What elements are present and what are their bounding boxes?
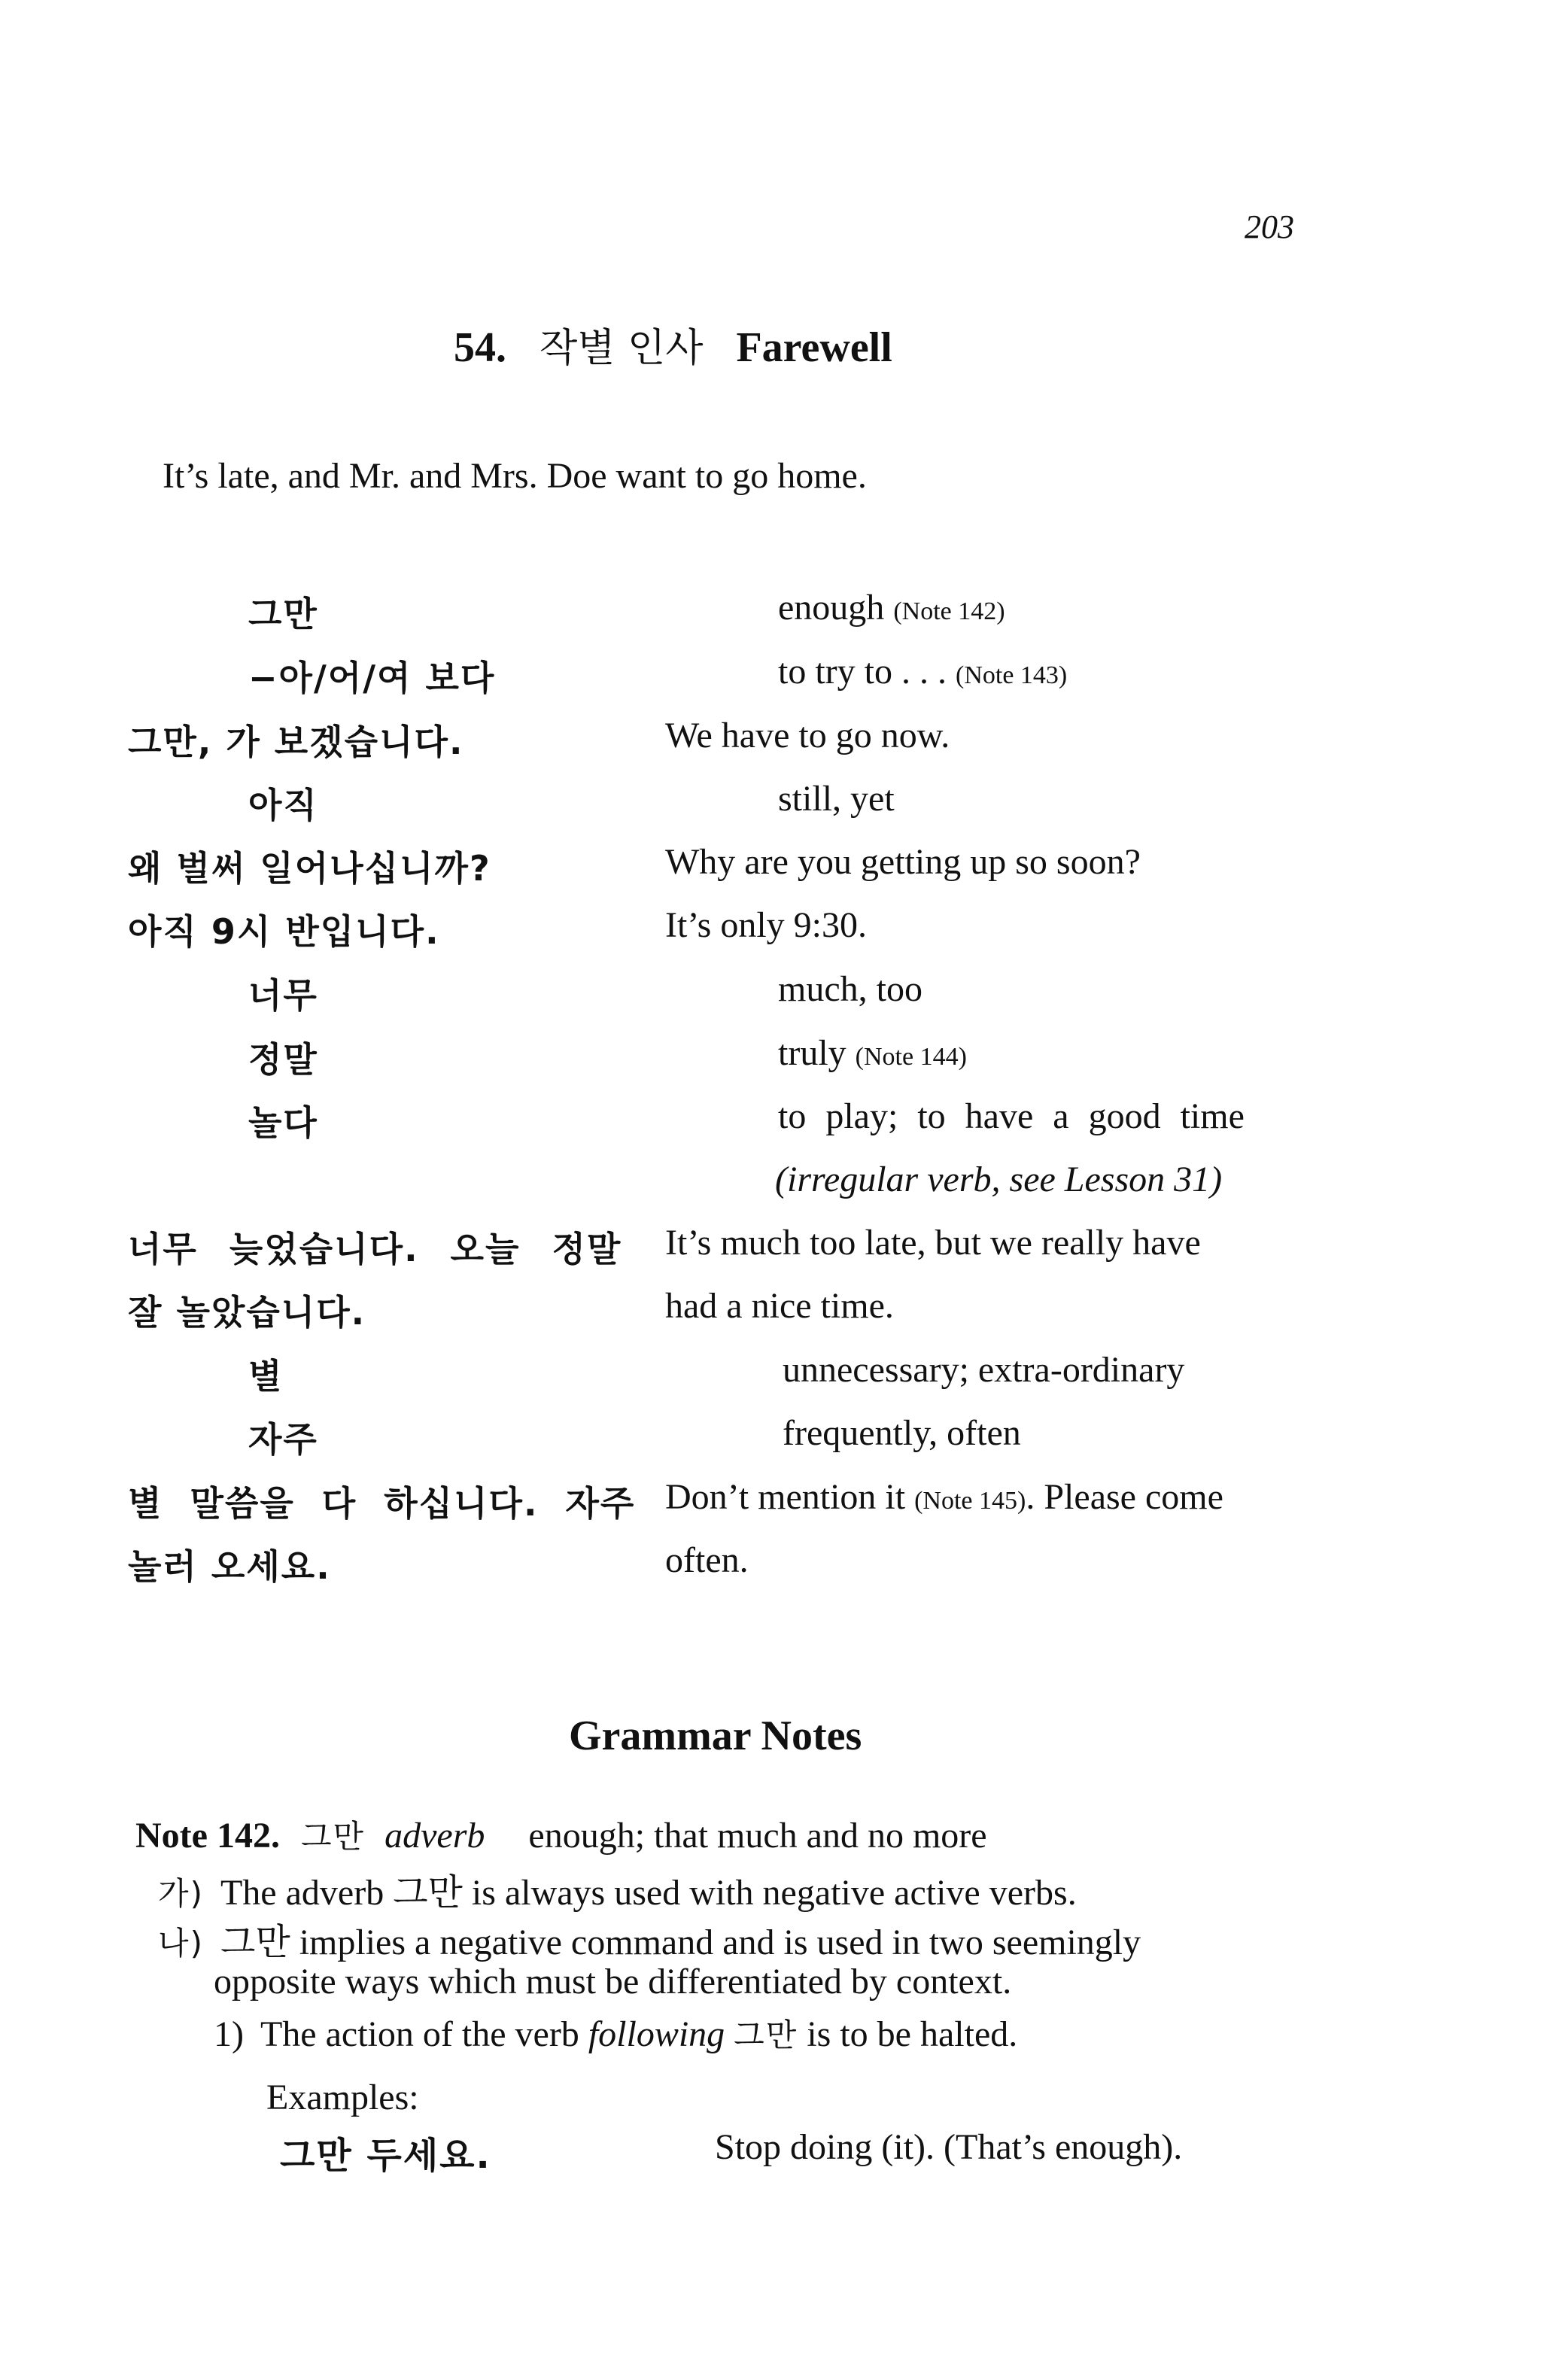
example-korean: 그만 두세요. [280,2135,491,2177]
note-reference: (Note 145) [914,1487,1026,1515]
vocab-english: to try to . . . (Note 143) [778,652,1068,692]
vocab-english: much, too [778,969,922,1009]
vocab-korean: 별 [248,1356,284,1397]
grammar-notes-heading: Grammar Notes [569,1713,862,1759]
vocab-english-note: (irregular verb, see Lesson 31) [775,1160,1223,1199]
item-marker: 가) [158,1875,204,1912]
note-part-of-speech: adverb [384,1816,485,1856]
vocab-korean: 너무 늦었습니다. 오늘 정말 [128,1229,622,1269]
note-reference: (Note 143) [956,661,1068,689]
examples-label: Examples: [266,2078,419,2117]
vocab-korean: 아직 [248,785,318,825]
vocab-english: still, yet [778,779,895,819]
vocab-korean: 별 말씀을 다 하십니다. 자주 [128,1483,636,1524]
vocab-english: enough (Note 142) [778,588,1005,628]
note-definition: enough; that much and no more [528,1816,987,1856]
page-number: 203 [1245,208,1294,245]
vocab-english: had a nice time. [665,1286,894,1326]
vocab-english: We have to go now. [665,716,950,755]
note-item-na-continued: opposite ways which must be differentiated by context. [214,1962,1012,2002]
vocab-korean: 아직 9시 반입니다. [128,911,440,952]
vocab-english: to play; to have a good time [778,1096,1245,1136]
vocab-korean: 잘 놀았습니다. [128,1292,366,1333]
item-marker: 나) [158,1925,204,1962]
note-item-ga [158,1863,1077,1915]
vocab-english: unnecessary; extra-ordinary [783,1350,1185,1390]
vocab-english: often. [665,1540,749,1580]
intro-sentence: It’s late, and Mr. and Mrs. Doe want to go home. [163,456,867,496]
vocab-korean: 놀다 [248,1102,318,1143]
vocab-korean: 자주 [248,1419,318,1460]
note-item-na [158,1913,1141,1965]
vocab-korean: −아/어/여 보다 [248,658,496,698]
vocab-english: frequently, often [783,1413,1021,1453]
vocab-korean: 왜 벌써 일어나십니까? [128,848,491,889]
note-reference: (Note 144) [855,1043,967,1071]
note-label: Note 142. [135,1816,280,1856]
vocab-korean: 그만 [248,594,318,634]
vocab-english: Why are you getting up so soon? [665,842,1141,882]
note-korean-term: 그만 [300,1818,366,1855]
vocab-english: It’s much too late, but we really have [665,1223,1201,1263]
item-text: 그만 implies a negative command and is used in two seemingly [220,1923,1141,1962]
item-marker: 1) [214,2014,244,2054]
lesson-title [454,316,915,372]
lesson-korean-title: 작별 인사 [540,326,704,371]
vocab-english: It’s only 9:30. [665,905,868,945]
note-142-line [135,1812,987,1857]
vocab-english: truly (Note 144) [778,1033,967,1073]
lesson-english-title: Farewell [736,324,892,371]
vocab-korean: 놀러 오세요. [128,1546,331,1587]
vocab-korean: 그만, 가 보겠습니다. [128,722,464,762]
note-reference: (Note 142) [893,597,1005,625]
vocab-korean: 너무 [248,975,318,1016]
lesson-number: 54. [454,324,506,371]
vocab-english: Don’t mention it (Note 145). Please come [665,1477,1223,1517]
item-text: The adverb 그만 is always used with negative active verbs. [220,1873,1077,1913]
vocab-korean: 정말 [248,1039,318,1080]
note-subitem-1: 1) The action of the verb following 그만 is to be halted. [214,2014,1018,2054]
example-english: Stop doing (it). (That’s enough). [715,2127,1183,2167]
